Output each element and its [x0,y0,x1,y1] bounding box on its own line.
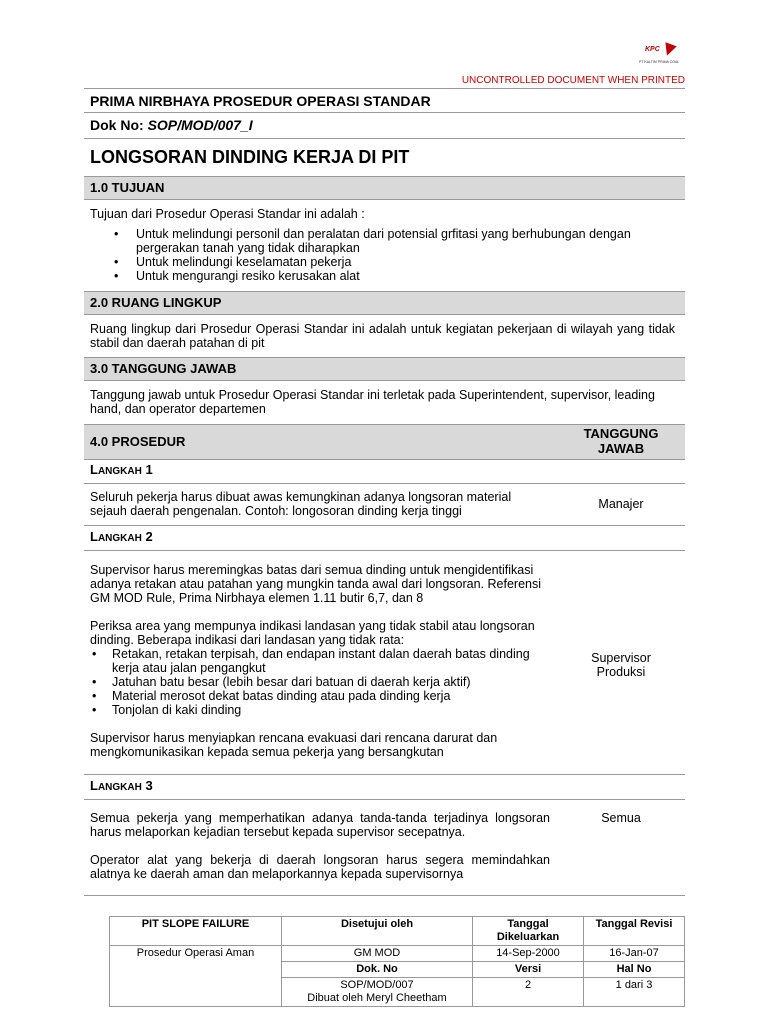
langkah-1-text: Seluruh pekerja harus dibuat awas kemungkinan adanya longsoran material sejauh daerah pengenalan. Contoh: longosoran dinding kerja tinggi [90,490,512,518]
table-cell: Disetujui oleh [282,917,473,946]
divider [84,895,685,896]
dibuat-oleh: Dibuat oleh Meryl Cheetham [307,992,447,1004]
table-cell: Versi [473,962,584,978]
table-cell: Dok. No [282,962,473,978]
langkah-1-heading [90,462,153,477]
tanggung-jawab-text: Tanggung jawab untuk Prosedur Operasi Standar ini terletak pada Superintendent, supervisor, leading hand, dan operator departemen [90,388,655,416]
list-item: • Material merosot dekat batas dinding atau pada dinding kerja [90,689,550,703]
langkah-2-paragraph-2: Periksa area yang mempunya indikasi landasan yang tidak stabil atau longsoran dinding. Beberapa indikasi dari landasan yang tidak rata: [90,619,535,647]
section-heading-tujuan: 1.0 TUJUAN [84,176,685,200]
list-item: • Untuk melindungi keselamatan pekerja [90,255,650,269]
table-cell [282,978,473,1007]
langkah-3-responsible: Semua [601,811,641,825]
table-row [110,946,685,962]
langkah-number: 3 [141,778,153,793]
divider [84,112,685,113]
document-control-table [109,916,685,1007]
langkah-number: 2 [141,529,153,544]
logo-text: KPC [645,46,660,53]
tanggung-jawab-column-heading: TANGGUNG JAWAB [583,426,659,456]
langkah-2-bullet-list [90,647,550,717]
table-cell: 1 dari 3 [584,978,685,1007]
divider [84,525,685,526]
document-title: PRIMA NIRBHAYA PROSEDUR OPERASI STANDAR [90,93,431,109]
uncontrolled-notice: UNCONTROLLED DOCUMENT WHEN PRINTED [461,75,685,86]
table-row [110,917,685,946]
langkah-rest: ANGKAH [97,782,142,793]
table-cell: PIT SLOPE FAILURE [110,917,282,946]
langkah-3-paragraph-1: Semua pekerja yang memperhatikan adanya tanda-tanda terjadinya longsoran harus melaporkan kejadian tersebut kepada supervisor secepatnya. [90,811,550,839]
table-cell: 2 [473,978,584,1007]
list-item: • Jatuhan batu besar (lebih besar dari batuan di daerah kerja aktif) [90,675,550,689]
section-heading-ruang-lingkup: 2.0 RUANG LINGKUP [84,291,685,315]
divider [84,550,685,551]
langkah-rest: ANGKAH [97,533,142,544]
logo-subtitle: PT KALTIM PRIMA COAL [639,60,680,64]
divider [84,138,685,139]
langkah-3-paragraph-2: Operator alat yang bekerja di daerah longsoran harus segera memindahkan alatnya ke daerah aman dan melaporkannya kepada supervisornya [90,853,550,881]
tujuan-bullet-list [90,227,650,283]
langkah-letter: L [90,462,98,477]
divider [84,483,685,484]
langkah-2-heading [90,529,153,544]
table-cell: Hal No [584,962,685,978]
langkah-2-responsible: Supervisor Produksi [591,651,651,679]
section-heading-tanggung-jawab: 3.0 TANGGUNG JAWAB [84,357,685,381]
table-cell: Prosedur Operasi Aman [110,946,282,1007]
divider [84,774,685,775]
dok-number-value: SOP/MOD/007_I [147,117,253,133]
dok-no-value: SOP/MOD/007 [340,979,414,991]
logo-mark-icon [661,42,676,57]
document-number [90,117,253,133]
list-item: • Retakan, retakan terpisah, dan endapan instant dalan daerah batas dinding kerja atau jalan pengangkut [90,647,550,675]
langkah-rest: ANGKAH [97,466,142,477]
langkah-1-responsible: Manajer [598,497,644,511]
divider [84,88,685,89]
prosedur-heading: 4.0 PROSEDUR [90,434,186,449]
list-item: • Untuk mengurangi resiko kerusakan alat [90,269,650,283]
kpc-logo [639,46,685,70]
table-cell: Tanggal Revisi [584,917,685,946]
langkah-letter: L [90,529,98,544]
table-cell: Tanggal Dikeluarkan [473,917,584,946]
page-title: LONGSORAN DINDING KERJA DI PIT [90,147,410,167]
table-cell: 14-Sep-2000 [473,946,584,962]
list-item: • Tonjolan di kaki dinding [90,703,550,717]
table-cell: GM MOD [282,946,473,962]
ruang-lingkup-text: Ruang lingkup dari Prosedur Operasi Standar ini adalah untuk kegiatan pekerjaan di wilayah yang tidak stabil dan daerah patahan di pit [90,322,675,350]
list-item: • Untuk melindungi personil dan peralatan dari potensial grfitasi yang berhubungan dengan pergerakan tanah yang tidak diharapkan [90,227,650,255]
langkah-2-paragraph-1: Supervisor harus meremingkas batas dari semua dinding untuk mengidentifikasi adanya retakan atau patahan yang mungkin tanda awal dari longsoran. Referensi GM MOD Rule, Prima Nirbhaya elemen 1.11 butir 6,7, dan 8 [90,563,542,605]
langkah-letter: L [90,778,98,793]
dok-label: Dok No: [90,117,148,133]
table-cell: 16-Jan-07 [584,946,685,962]
langkah-number: 1 [141,462,153,477]
divider [84,799,685,800]
langkah-2-paragraph-3: Supervisor harus menyiapkan rencana evakuasi dari rencana darurat dan mengkomunikasikan kepada semua pekerja yang bersangkutan [90,731,498,759]
langkah-3-heading [90,778,153,793]
tujuan-intro: Tujuan dari Prosedur Operasi Standar ini adalah : [90,207,365,221]
